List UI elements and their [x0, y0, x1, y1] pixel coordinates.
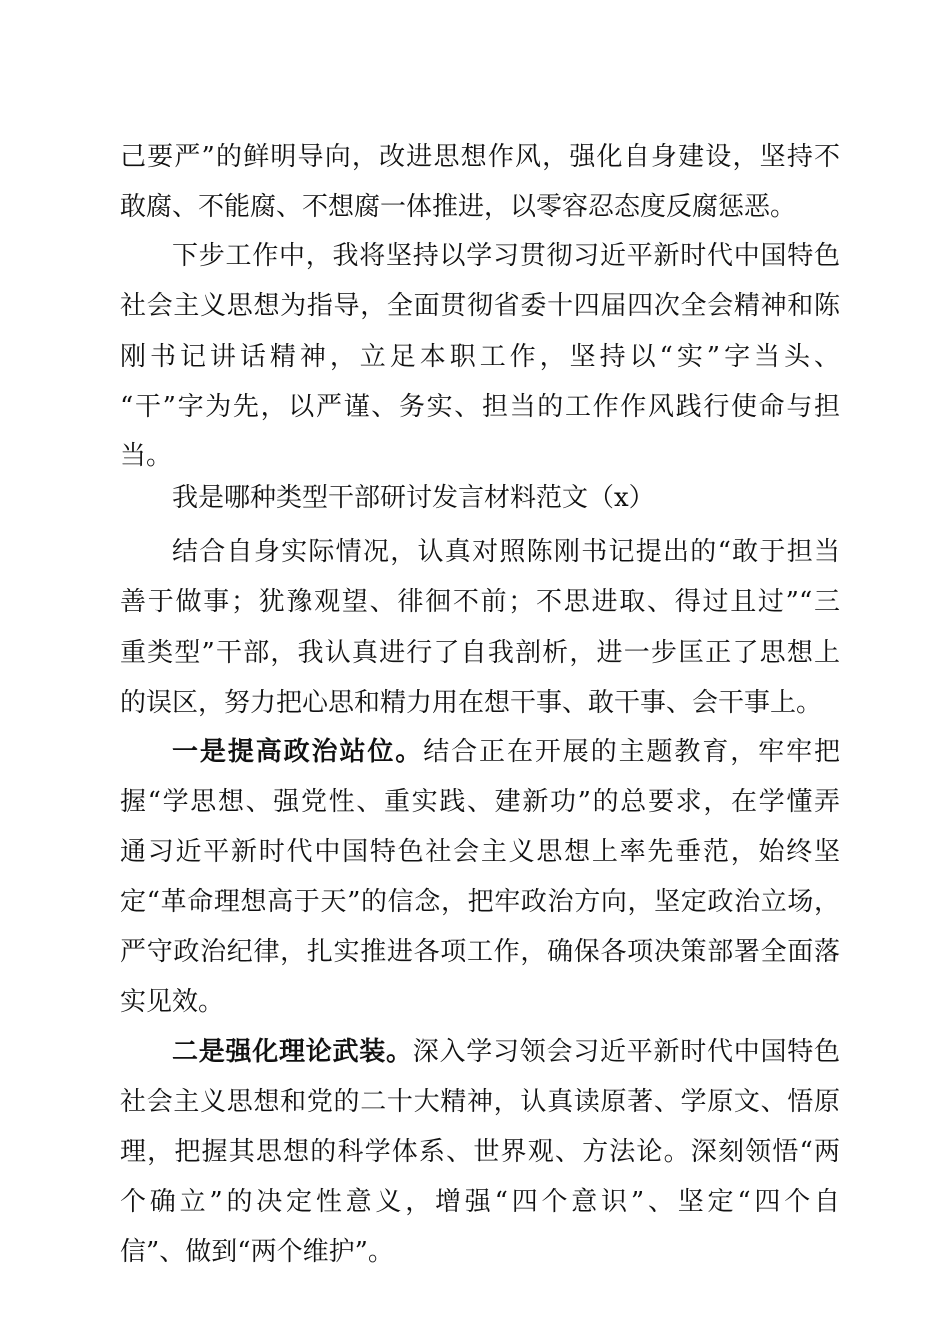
body-text-line: 重类型”干部，我认真进行了自我剖析，进一步匡正了思想上 — [120, 638, 840, 668]
body-text-line: 信”、做到“两个维护”。 — [120, 1237, 394, 1267]
body-text-line: 己要严”的鲜明导向，改进思想作风，强化自身建设，坚持不 — [120, 142, 840, 172]
body-text-line: 社会主义思想为指导，全面贯彻省委十四届四次全会精神和陈 — [120, 291, 840, 321]
section-heading: 一是提高政治站位。 — [172, 737, 424, 767]
body-text-line: 定“革命理想高于天”的信念，把牢政治方向，坚定政治立场， — [120, 887, 840, 917]
body-text: 结合正在开展的主题教育，牢牢把 — [423, 737, 840, 767]
body-text-line: 善于做事；犹豫观望、徘徊不前；不思进取、得过且过”“三 — [120, 587, 840, 617]
body-text: 深入学习领会习近平新时代中国特色 — [412, 1037, 840, 1067]
body-text-line: 通习近平新时代中国特色社会主义思想上率先垂范，始终坚 — [120, 837, 840, 867]
body-text-line: 敢腐、不能腐、不想腐一体推进，以零容忍态度反腐惩恶。 — [120, 192, 797, 222]
body-text-line — [172, 1030, 840, 1074]
body-text-line: 下步工作中，我将坚持以学习贯彻习近平新时代中国特色 — [172, 241, 840, 271]
body-text-line: “干”字为先，以严谨、务实、担当的工作作风践行使命与担 — [120, 392, 840, 422]
section-heading: 二是强化理论武装。 — [172, 1037, 413, 1067]
body-text-line: 结合自身实际情况，认真对照陈刚书记提出的“敢于担当 — [172, 537, 840, 567]
body-text-line: 严守政治纪律，扎实推进各项工作，确保各项决策部署全面落 — [120, 937, 840, 967]
body-text-line: 刚书记讲话精神，立足本职工作，坚持以“实”字当头、 — [120, 342, 840, 372]
body-text-line: 实见效。 — [120, 987, 225, 1017]
body-text-line: 社会主义思想和党的二十大精神，认真读原著、学原文、悟原 — [120, 1087, 840, 1117]
body-text-line — [172, 730, 840, 774]
body-text-line: 当。 — [120, 441, 173, 471]
article-title: 我是哪种类型干部研讨发言材料范文（x） — [172, 483, 655, 513]
body-text-line: 理，把握其思想的科学体系、世界观、方法论。深刻领悟“两 — [120, 1137, 840, 1167]
body-text-line: 个确立”的决定性意义，增强“四个意识”、坚定“四个自 — [120, 1187, 840, 1217]
body-text-line: 的误区，努力把心思和精力用在想干事、敢干事、会干事上。 — [120, 688, 823, 718]
body-text-line: 握“学思想、强党性、重实践、建新功”的总要求，在学懂弄 — [120, 787, 840, 817]
